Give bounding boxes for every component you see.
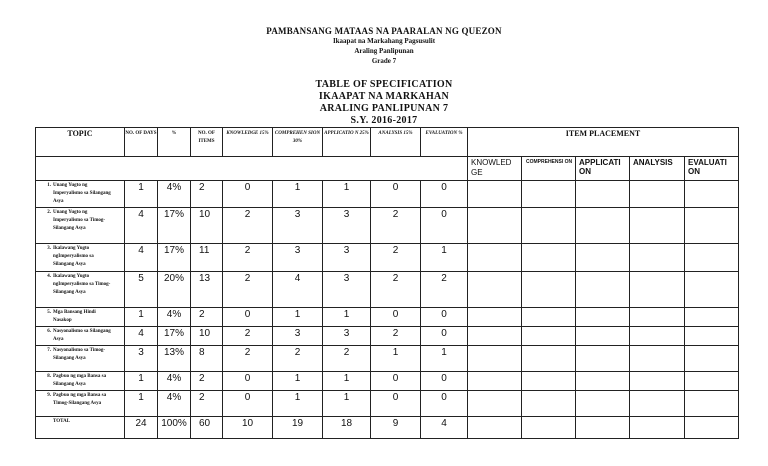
table-row bbox=[36, 372, 739, 391]
analysis-cell: 2 bbox=[371, 208, 421, 244]
exam-name: Ikaapat na Markahang Pagsusulit bbox=[332, 37, 436, 45]
topic-number: 1. bbox=[47, 183, 51, 188]
specification-table bbox=[35, 127, 739, 439]
col-percent: % bbox=[158, 128, 191, 157]
topic-number: 4. bbox=[47, 274, 51, 279]
analysis-cell: 0 bbox=[371, 372, 421, 391]
analysis-cell: 1 bbox=[371, 346, 421, 372]
knowledge-cell: 0 bbox=[223, 308, 273, 327]
items-cell: 2 bbox=[191, 308, 223, 327]
topic-number: 3. bbox=[47, 246, 51, 251]
topic-number: 8. bbox=[47, 374, 51, 379]
comprehension-cell: 1 bbox=[273, 181, 323, 208]
evaluation-cell: 1 bbox=[421, 244, 468, 272]
placement-cell bbox=[630, 346, 685, 372]
topic-text: Unang Yugto ng Imperyalismo sa Silangang Asya bbox=[53, 183, 111, 204]
table-row bbox=[36, 181, 739, 208]
application-cell: 1 bbox=[323, 181, 371, 208]
evaluation-cell: 1 bbox=[421, 346, 468, 372]
placement-cell bbox=[685, 391, 739, 417]
days-cell: 4 bbox=[125, 244, 158, 272]
total-days: 24 bbox=[125, 417, 158, 439]
col-days: NO. OF DAYS bbox=[125, 128, 158, 157]
table-row bbox=[36, 391, 739, 417]
quarter-title: IKAAPAT NA MARKAHAN bbox=[318, 91, 450, 102]
topic-cell bbox=[36, 327, 125, 346]
topic-cell bbox=[36, 272, 125, 308]
evaluation-cell: 0 bbox=[421, 372, 468, 391]
document-title: TABLE OF SPECIFICATION bbox=[315, 79, 453, 90]
evaluation-cell: 0 bbox=[421, 391, 468, 417]
placement-subheader-row bbox=[36, 157, 739, 181]
items-cell: 13 bbox=[191, 272, 223, 308]
percent-cell: 4% bbox=[158, 308, 191, 327]
placement-cell bbox=[630, 327, 685, 346]
subject-title: ARALING PANLIPUNAN 7 bbox=[319, 103, 449, 114]
analysis-cell: 0 bbox=[371, 391, 421, 417]
placement-cell bbox=[630, 372, 685, 391]
col-analysis: ANALYSIS 15% bbox=[371, 128, 421, 157]
placement-cell bbox=[630, 308, 685, 327]
placement-cell bbox=[522, 372, 576, 391]
placement-cell bbox=[576, 391, 630, 417]
total-knowledge: 10 bbox=[223, 417, 273, 439]
total-row bbox=[36, 417, 739, 439]
topic-text: Mga Bansang Hindi Nasakop bbox=[53, 310, 96, 323]
knowledge-cell: 2 bbox=[223, 327, 273, 346]
comprehension-cell: 3 bbox=[273, 327, 323, 346]
placement-cell bbox=[630, 181, 685, 208]
placement-cell bbox=[630, 417, 685, 439]
placement-cell bbox=[576, 417, 630, 439]
total-label-cell bbox=[36, 417, 125, 439]
table-row bbox=[36, 208, 739, 244]
comprehension-cell: 4 bbox=[273, 272, 323, 308]
percent-cell: 13% bbox=[158, 346, 191, 372]
placement-cell bbox=[630, 208, 685, 244]
percent-cell: 20% bbox=[158, 272, 191, 308]
topic-cell bbox=[36, 391, 125, 417]
days-cell: 4 bbox=[125, 327, 158, 346]
placement-knowledge: KNOWLED GE bbox=[468, 157, 522, 181]
placement-cell bbox=[522, 181, 576, 208]
knowledge-cell: 0 bbox=[223, 181, 273, 208]
placement-cell bbox=[522, 308, 576, 327]
topic-cell bbox=[36, 181, 125, 208]
topic-text: Pagbuo ng mga Bansa sa Silangang Asya bbox=[53, 374, 107, 387]
topic-cell bbox=[36, 308, 125, 327]
table-row bbox=[36, 308, 739, 327]
knowledge-cell: 2 bbox=[223, 244, 273, 272]
placement-cell bbox=[468, 327, 522, 346]
percent-cell: 4% bbox=[158, 391, 191, 417]
days-cell: 5 bbox=[125, 272, 158, 308]
knowledge-cell: 2 bbox=[223, 208, 273, 244]
placement-cell bbox=[468, 346, 522, 372]
placement-cell bbox=[468, 372, 522, 391]
placement-comprehension: COMPREHENSI ON bbox=[522, 157, 576, 181]
col-topic: TOPIC bbox=[36, 128, 125, 157]
placement-cell bbox=[522, 327, 576, 346]
placement-cell bbox=[685, 372, 739, 391]
placement-cell bbox=[685, 327, 739, 346]
placement-cell bbox=[576, 308, 630, 327]
total-label: TOTAL bbox=[53, 419, 71, 424]
items-cell: 10 bbox=[191, 327, 223, 346]
topic-text: Ikalawang Yugto ngImperyalismo sa Timog-Silangang Asya bbox=[53, 274, 111, 295]
percent-cell: 17% bbox=[158, 327, 191, 346]
placement-cell bbox=[576, 372, 630, 391]
placement-cell bbox=[522, 346, 576, 372]
application-cell: 3 bbox=[323, 244, 371, 272]
placement-cell bbox=[685, 208, 739, 244]
days-cell: 1 bbox=[125, 181, 158, 208]
placement-cell bbox=[522, 244, 576, 272]
col-knowledge: KNOWLEDGE 15% bbox=[223, 128, 273, 157]
placement-cell bbox=[685, 346, 739, 372]
knowledge-cell: 0 bbox=[223, 372, 273, 391]
knowledge-cell: 0 bbox=[223, 391, 273, 417]
placement-evaluation: EVALUATI ON bbox=[685, 157, 739, 181]
placement-cell bbox=[468, 391, 522, 417]
evaluation-cell: 0 bbox=[421, 181, 468, 208]
placement-cell bbox=[468, 417, 522, 439]
placement-cell bbox=[522, 391, 576, 417]
items-cell: 2 bbox=[191, 391, 223, 417]
topic-number: 7. bbox=[47, 348, 51, 353]
placement-cell bbox=[630, 391, 685, 417]
col-comprehension: COMPREHEN SION 30% bbox=[273, 128, 323, 157]
days-cell: 1 bbox=[125, 391, 158, 417]
knowledge-cell: 2 bbox=[223, 346, 273, 372]
placement-cell bbox=[522, 208, 576, 244]
items-cell: 2 bbox=[191, 372, 223, 391]
items-cell: 8 bbox=[191, 346, 223, 372]
evaluation-cell: 0 bbox=[421, 208, 468, 244]
analysis-cell: 2 bbox=[371, 327, 421, 346]
total-evaluation: 4 bbox=[421, 417, 468, 439]
percent-cell: 17% bbox=[158, 208, 191, 244]
items-cell: 10 bbox=[191, 208, 223, 244]
topic-number: 5. bbox=[47, 310, 51, 315]
comprehension-cell: 2 bbox=[273, 346, 323, 372]
evaluation-cell: 0 bbox=[421, 327, 468, 346]
table-row bbox=[36, 346, 739, 372]
comprehension-cell: 1 bbox=[273, 308, 323, 327]
application-cell: 1 bbox=[323, 372, 371, 391]
analysis-cell: 2 bbox=[371, 244, 421, 272]
placement-cell bbox=[468, 244, 522, 272]
grade-level: Grade 7 bbox=[371, 57, 397, 65]
col-evaluation: EVALUATION % bbox=[421, 128, 468, 157]
placement-analysis: ANALYSIS bbox=[630, 157, 685, 181]
placement-cell bbox=[685, 181, 739, 208]
analysis-cell: 0 bbox=[371, 308, 421, 327]
column-header-row bbox=[36, 128, 739, 157]
analysis-cell: 0 bbox=[371, 181, 421, 208]
application-cell: 2 bbox=[323, 346, 371, 372]
topic-text: Nasyonalismo sa Timog-Silangang Asya bbox=[53, 348, 106, 361]
percent-cell: 4% bbox=[158, 181, 191, 208]
topic-number: 9. bbox=[47, 393, 51, 398]
days-cell: 4 bbox=[125, 208, 158, 244]
total-application: 18 bbox=[323, 417, 371, 439]
col-items: NO. OF ITEMS bbox=[191, 128, 223, 157]
placement-cell bbox=[685, 272, 739, 308]
table-row bbox=[36, 272, 739, 308]
table-row bbox=[36, 327, 739, 346]
application-cell: 3 bbox=[323, 272, 371, 308]
topic-number: 6. bbox=[47, 329, 51, 334]
percent-cell: 17% bbox=[158, 244, 191, 272]
items-cell: 11 bbox=[191, 244, 223, 272]
topic-text: Nasyonalismo sa Silangang Asya bbox=[53, 329, 111, 342]
knowledge-cell: 2 bbox=[223, 272, 273, 308]
placement-cell bbox=[685, 417, 739, 439]
analysis-cell: 2 bbox=[371, 272, 421, 308]
application-cell: 1 bbox=[323, 391, 371, 417]
placement-cell bbox=[576, 208, 630, 244]
application-cell: 1 bbox=[323, 308, 371, 327]
comprehension-cell: 1 bbox=[273, 372, 323, 391]
placement-cell bbox=[576, 272, 630, 308]
placement-cell bbox=[630, 272, 685, 308]
topic-text: Unang Yugto ng Imperyalismo sa Timog-Silangang Asya bbox=[53, 210, 106, 231]
placement-cell bbox=[522, 272, 576, 308]
placement-cell bbox=[468, 181, 522, 208]
total-percent: 100% bbox=[158, 417, 191, 439]
topic-cell bbox=[36, 208, 125, 244]
placement-cell bbox=[576, 181, 630, 208]
placement-cell bbox=[685, 308, 739, 327]
subheader-blank bbox=[36, 157, 468, 181]
comprehension-cell: 1 bbox=[273, 391, 323, 417]
placement-cell bbox=[468, 308, 522, 327]
days-cell: 3 bbox=[125, 346, 158, 372]
items-cell: 2 bbox=[191, 181, 223, 208]
total-analysis: 9 bbox=[371, 417, 421, 439]
placement-cell bbox=[576, 346, 630, 372]
topic-cell bbox=[36, 346, 125, 372]
placement-cell bbox=[685, 244, 739, 272]
application-cell: 3 bbox=[323, 208, 371, 244]
placement-cell bbox=[630, 244, 685, 272]
col-item-placement: ITEM PLACEMENT bbox=[468, 128, 739, 157]
application-cell: 3 bbox=[323, 327, 371, 346]
topic-number: 2. bbox=[47, 210, 51, 215]
topic-cell bbox=[36, 372, 125, 391]
topic-text: Ikalawang Yugto ngImperyalismo sa Silangang Asya bbox=[53, 246, 94, 267]
placement-cell bbox=[576, 244, 630, 272]
placement-cell bbox=[522, 417, 576, 439]
table-row bbox=[36, 244, 739, 272]
subject-name: Araling Panlipunan bbox=[354, 47, 414, 55]
comprehension-cell: 3 bbox=[273, 244, 323, 272]
percent-cell: 4% bbox=[158, 372, 191, 391]
col-application: APPLICATIO N 25% bbox=[323, 128, 371, 157]
topic-text: Pagbuo ng mga Bansa sa Timog-Silangang Asya bbox=[53, 393, 107, 406]
comprehension-cell: 3 bbox=[273, 208, 323, 244]
evaluation-cell: 2 bbox=[421, 272, 468, 308]
evaluation-cell: 0 bbox=[421, 308, 468, 327]
school-name: PAMBANSANG MATAAS NA PAARALAN NG QUEZON bbox=[266, 26, 502, 36]
placement-cell bbox=[576, 327, 630, 346]
placement-application: APPLICATI ON bbox=[576, 157, 630, 181]
days-cell: 1 bbox=[125, 308, 158, 327]
topic-cell bbox=[36, 244, 125, 272]
days-cell: 1 bbox=[125, 372, 158, 391]
total-comprehension: 19 bbox=[273, 417, 323, 439]
placement-cell bbox=[468, 208, 522, 244]
placement-cell bbox=[468, 272, 522, 308]
school-year: S.Y. 2016-2017 bbox=[350, 115, 418, 126]
total-items: 60 bbox=[191, 417, 223, 439]
